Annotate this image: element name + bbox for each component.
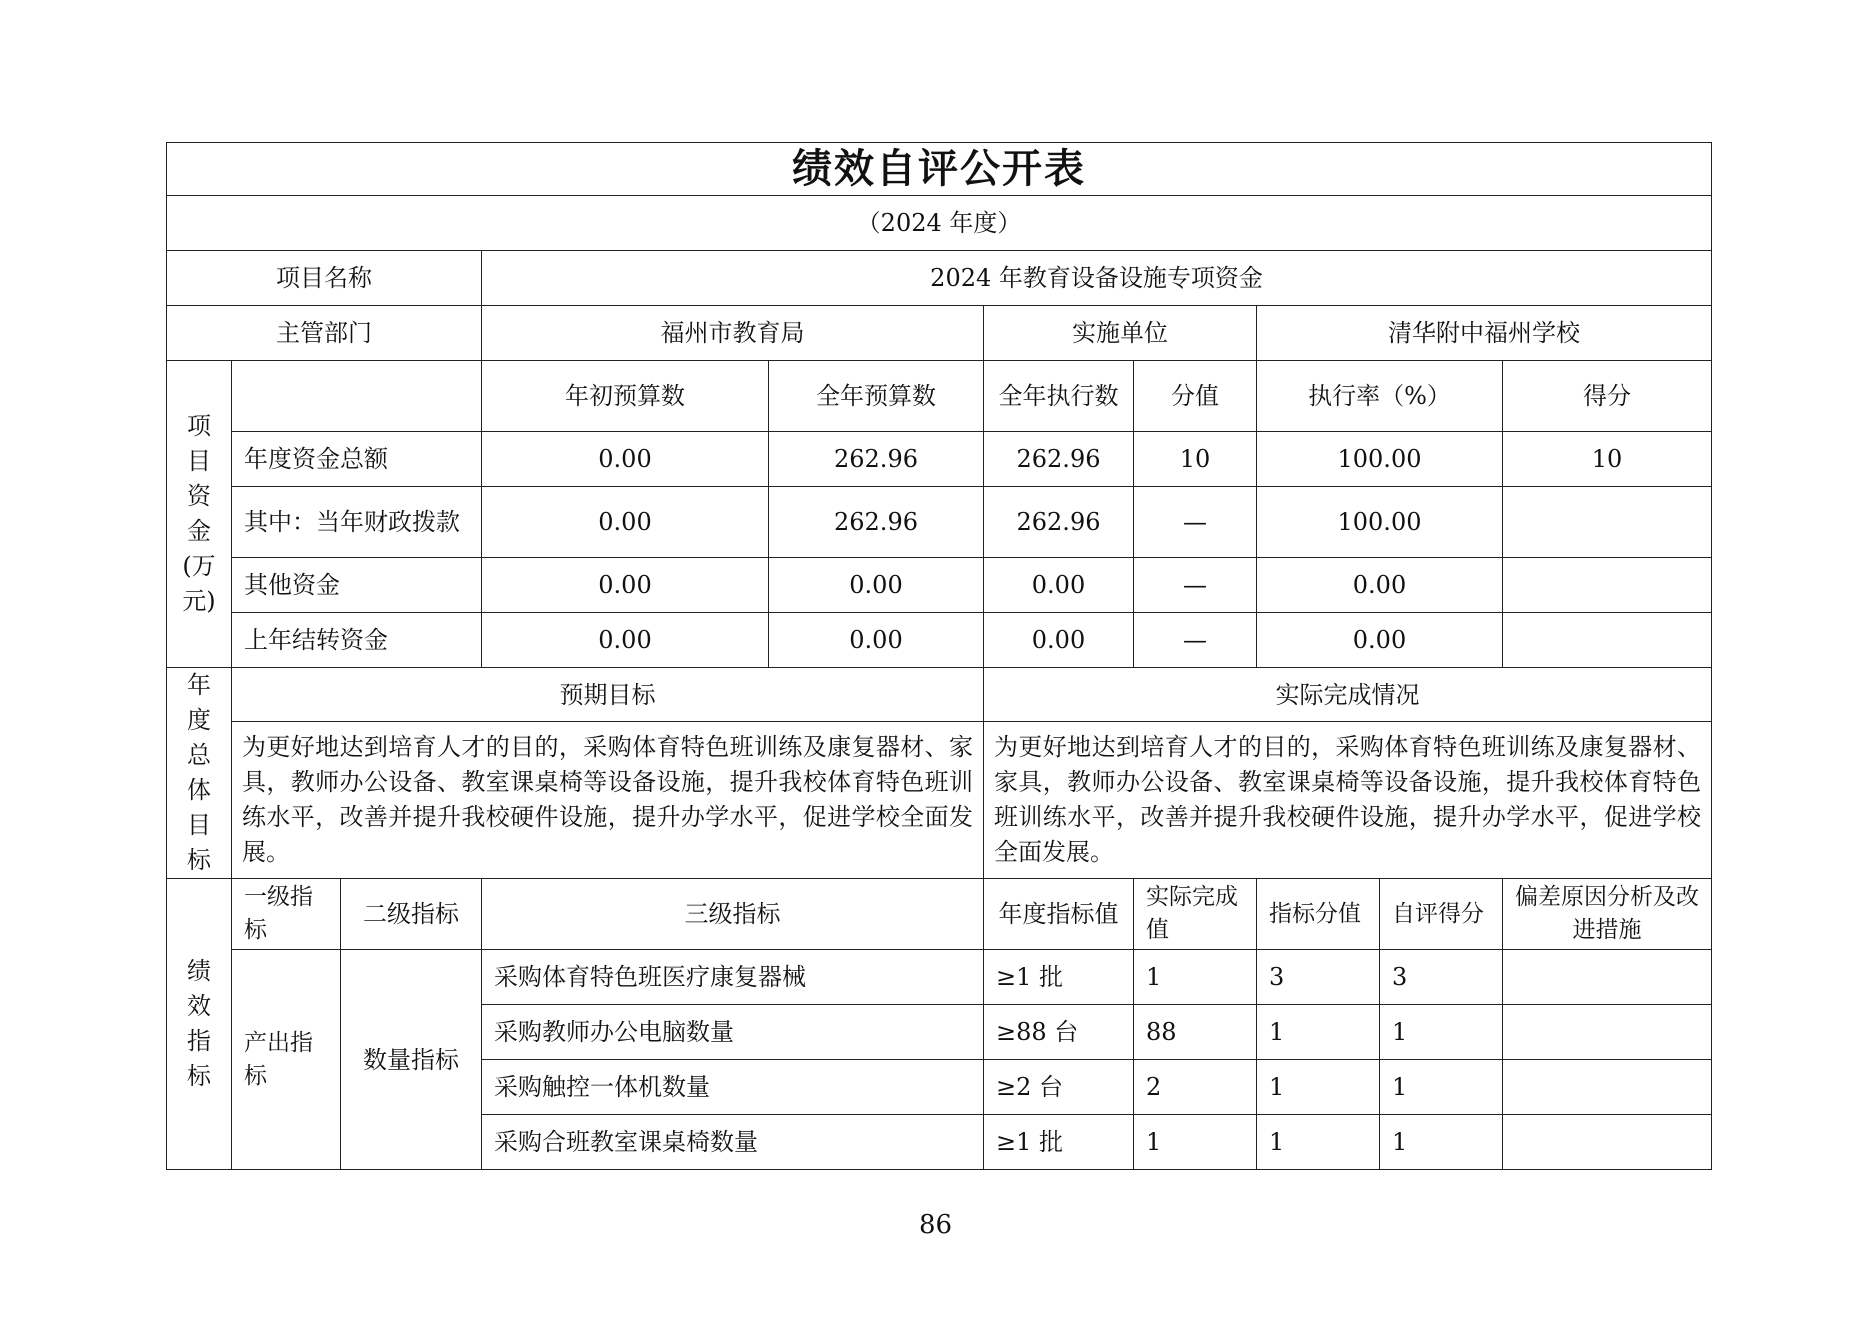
expected-goal-text: 为更好地达到培育人才的目的，采购体育特色班训练及康复器材、家具，教师办公设备、教室课桌椅等设备设施，提升我校体育特色班训练水平，改善并提升我校硬件设施，提升办学水平，促进学校全面发展。: [232, 722, 984, 879]
indicator-header: 三级指标: [482, 879, 984, 950]
indicator-target: ≥2 台: [984, 1060, 1134, 1115]
indicator-target: ≥1 批: [984, 950, 1134, 1005]
funds-header: 全年预算数: [769, 361, 984, 432]
indicator-score: 3: [1380, 950, 1503, 1005]
indicator-note: [1503, 950, 1712, 1005]
indicator-target: ≥1 批: [984, 1115, 1134, 1170]
indicator-weight: 3: [1257, 950, 1380, 1005]
indicator-actual: 2: [1134, 1060, 1257, 1115]
indicator-header: 偏差原因分析及改进措施: [1503, 879, 1712, 950]
funds-cell: 0.00: [482, 558, 769, 613]
funds-cell: [1503, 613, 1712, 668]
impl-unit-value: 清华附中福州学校: [1257, 306, 1712, 361]
indicator-note: [1503, 1060, 1712, 1115]
funds-cell: 262.96: [984, 487, 1134, 558]
indicator-target: ≥88 台: [984, 1005, 1134, 1060]
funds-row-label: 其他资金: [232, 558, 482, 613]
funds-side-label: 项 目 资 金 (万 元): [167, 361, 232, 668]
funds-cell: 0.00: [984, 558, 1134, 613]
level3-indicator: 采购教师办公电脑数量: [482, 1005, 984, 1060]
funds-cell: 0.00: [1257, 613, 1503, 668]
indicator-header: 二级指标: [341, 879, 482, 950]
indicator-weight: 1: [1257, 1115, 1380, 1170]
funds-cell: 0.00: [482, 487, 769, 558]
funds-cell: 0.00: [482, 613, 769, 668]
funds-cell: 10: [1503, 432, 1712, 487]
indicator-score: 1: [1380, 1060, 1503, 1115]
performance-table: [166, 142, 1712, 1170]
project-name-label: 项目名称: [167, 251, 482, 306]
page-number: 86: [918, 1210, 953, 1240]
indicator-score: 1: [1380, 1005, 1503, 1060]
indicators-side-label: 绩 效 指 标: [167, 879, 232, 1170]
actual-result-text: 为更好地达到培育人才的目的，采购体育特色班训练及康复器材、家具，教师办公设备、教室课桌椅等设备设施，提升我校体育特色班训练水平，改善并提升我校硬件设施，提升办学水平，促进学校全面发展。: [984, 722, 1712, 879]
level2-indicator: 数量指标: [341, 950, 482, 1170]
indicator-actual: 1: [1134, 950, 1257, 1005]
level3-indicator: 采购体育特色班医疗康复器械: [482, 950, 984, 1005]
table-row: [167, 613, 1712, 668]
indicator-header: 自评得分: [1380, 879, 1503, 950]
indicator-header: 年度指标值: [984, 879, 1134, 950]
project-name-value: 2024 年教育设备设施专项资金: [482, 251, 1712, 306]
table-row: [167, 558, 1712, 613]
funds-cell: 0.00: [482, 432, 769, 487]
funds-cell: 0.00: [769, 613, 984, 668]
funds-cell: —: [1134, 613, 1257, 668]
indicator-header: 指标分值: [1257, 879, 1380, 950]
indicator-note: [1503, 1005, 1712, 1060]
indicator-header: 实际完成值: [1134, 879, 1257, 950]
funds-cell: 100.00: [1257, 487, 1503, 558]
table-row: [167, 432, 1712, 487]
funds-header-blank: [232, 361, 482, 432]
table-row: [167, 487, 1712, 558]
actual-result-header: 实际完成情况: [984, 668, 1712, 722]
funds-header: 全年执行数: [984, 361, 1134, 432]
indicator-note: [1503, 1115, 1712, 1170]
table-row: [167, 950, 1712, 1005]
funds-cell: 0.00: [1257, 558, 1503, 613]
funds-row-label: 上年结转资金: [232, 613, 482, 668]
indicator-actual: 88: [1134, 1005, 1257, 1060]
funds-cell: —: [1134, 487, 1257, 558]
funds-cell: [1503, 558, 1712, 613]
funds-cell: 262.96: [769, 432, 984, 487]
table-title: 绩效自评公开表: [167, 143, 1712, 196]
level1-indicator: 产出指标: [232, 950, 341, 1170]
funds-header: 执行率（%）: [1257, 361, 1503, 432]
funds-cell: 262.96: [769, 487, 984, 558]
funds-row-label: 其中：当年财政拨款: [232, 487, 482, 558]
year-label: （2024 年度）: [167, 196, 1712, 251]
funds-cell: [1503, 487, 1712, 558]
dept-label: 主管部门: [167, 306, 482, 361]
funds-cell: 262.96: [984, 432, 1134, 487]
expected-goal-header: 预期目标: [232, 668, 984, 722]
level3-indicator: 采购触控一体机数量: [482, 1060, 984, 1115]
funds-cell: —: [1134, 558, 1257, 613]
funds-cell: 0.00: [984, 613, 1134, 668]
funds-cell: 10: [1134, 432, 1257, 487]
indicator-actual: 1: [1134, 1115, 1257, 1170]
funds-cell: 100.00: [1257, 432, 1503, 487]
funds-header: 分值: [1134, 361, 1257, 432]
level3-indicator: 采购合班教室课桌椅数量: [482, 1115, 984, 1170]
funds-row-label: 年度资金总额: [232, 432, 482, 487]
indicator-weight: 1: [1257, 1005, 1380, 1060]
indicator-score: 1: [1380, 1115, 1503, 1170]
funds-header: 年初预算数: [482, 361, 769, 432]
indicator-header: 一级指标: [232, 879, 341, 950]
funds-header: 得分: [1503, 361, 1712, 432]
dept-value: 福州市教育局: [482, 306, 984, 361]
impl-unit-label: 实施单位: [984, 306, 1257, 361]
goals-side-label: 年 度 总 体 目 标: [167, 668, 232, 879]
funds-cell: 0.00: [769, 558, 984, 613]
indicator-weight: 1: [1257, 1060, 1380, 1115]
